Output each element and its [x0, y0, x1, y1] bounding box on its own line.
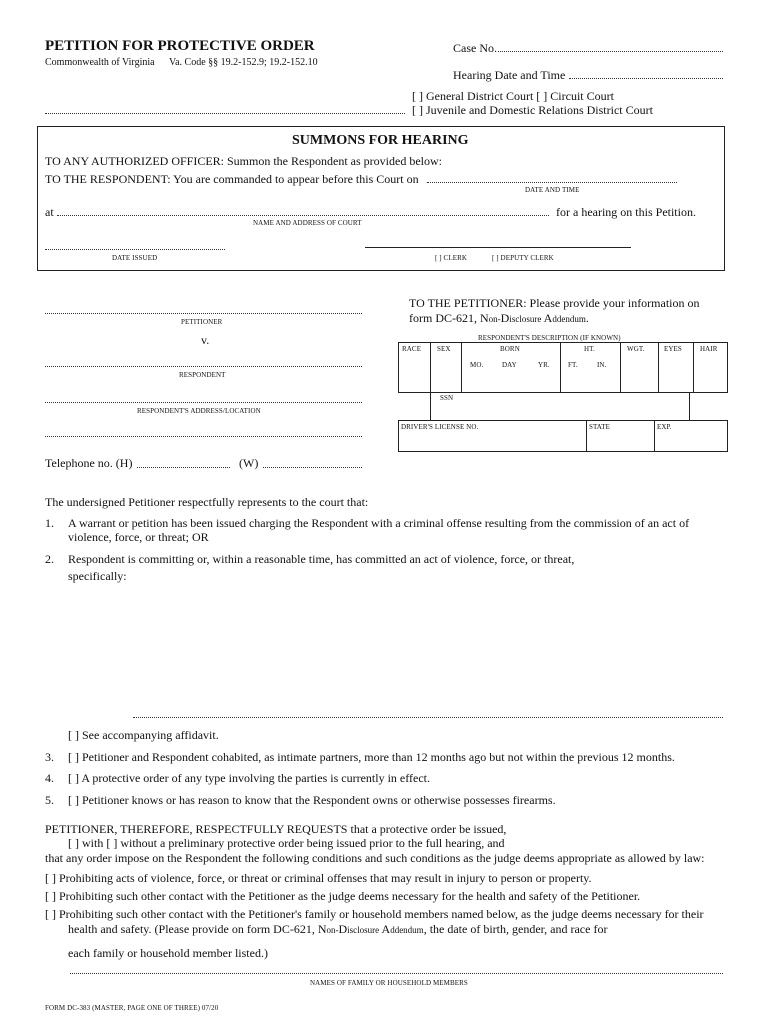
telephone-work-label: (W)	[239, 456, 259, 470]
item-5-checkbox[interactable]: [ ] Petitioner knows or has reason to know that the Respondent owns or otherwise possesses firearms.	[68, 793, 556, 807]
ssn-label: SSN	[440, 394, 454, 402]
court-address-field[interactable]	[57, 215, 549, 216]
born-month-label: MO.	[470, 361, 484, 369]
condition-family-checkbox[interactable]: [ ] Prohibiting such other contact with the Petitioner's family or household members named below, as the judge deems necessary for their	[45, 907, 704, 921]
hair-label: HAIR	[700, 345, 718, 353]
race-label: RACE	[402, 345, 422, 353]
request-line-3: that any order impose on the Respondent the following conditions and such conditions as the judge deems appropriate as allowed by law:	[45, 851, 705, 865]
license-divider-2	[654, 420, 655, 451]
commonwealth-label: Commonwealth of Virginia	[45, 57, 155, 68]
summons-title: SUMMONS FOR HEARING	[292, 133, 469, 148]
description-title: RESPONDENT'S DESCRIPTION (IF KNOWN)	[478, 334, 621, 342]
hearing-date-label: Hearing Date and Time	[453, 68, 566, 82]
date-issued-caption: DATE ISSUED	[112, 254, 158, 262]
to-petitioner-line2: form DC-621, Non-Disclosure Addendum.	[409, 311, 589, 325]
item-1-text: A warrant or petition has been issued charging the Respondent with a criminal offense resulting from the commission of an act of violence, force, or threat; OR	[68, 516, 690, 544]
request-line-1: PETITIONER, THEREFORE, RESPECTFULLY REQUESTS that a protective order be issued,	[45, 822, 507, 836]
at-label: at	[45, 205, 54, 219]
item-3-number: 3.	[45, 750, 54, 764]
respondent-caption: RESPONDENT	[179, 371, 226, 379]
telephone-work-field[interactable]	[263, 467, 362, 468]
case-no-label: Case No.	[453, 41, 497, 55]
court-option-general-circuit[interactable]: [ ] General District Court [ ] Circuit Court	[412, 89, 614, 103]
respondent-name-field[interactable]	[45, 366, 362, 367]
court-option-juvenile[interactable]: [ ] Juvenile and Domestic Relations District Court	[412, 103, 653, 117]
born-day-label: DAY	[502, 361, 517, 369]
court-name-field[interactable]	[45, 113, 405, 114]
appearance-date-field[interactable]	[427, 182, 677, 183]
license-divider-1	[586, 420, 587, 451]
form-title: PETITION FOR PROTECTIVE ORDER	[45, 38, 315, 54]
telephone-home-label: Telephone no. (H)	[45, 456, 133, 470]
condition-violence-checkbox[interactable]: [ ] Prohibiting acts of violence, force, or threat or criminal offenses that may result in injury to person or property.	[45, 871, 592, 885]
to-petitioner-line1: TO THE PETITIONER: Please provide your information on	[409, 296, 700, 310]
condition-family-line-2: health and safety. (Please provide on form DC-621, Non-Disclosure Addendum, the date of birth, gender, and race for	[68, 922, 608, 936]
height-label: HT.	[584, 345, 595, 353]
item-4-checkbox[interactable]: [ ] A protective order of any type involving the parties is currently in effect.	[68, 771, 430, 785]
eyes-label: EYES	[664, 345, 682, 353]
condition-contact-checkbox[interactable]: [ ] Prohibiting such other contact with the Petitioner as the judge deems necessary for the health and safety of the Petitioner.	[45, 889, 641, 903]
court-name-caption: NAME AND ADDRESS OF COURT	[253, 219, 362, 227]
case-no-field[interactable]	[498, 51, 723, 52]
respondent-address-field-1[interactable]	[45, 402, 362, 403]
form-id: FORM DC-383 (MASTER, PAGE ONE OF THREE) 07/20	[45, 1004, 219, 1012]
deputy-clerk-checkbox[interactable]: [ ] DEPUTY CLERK	[492, 254, 554, 262]
item-5-number: 5.	[45, 793, 54, 807]
preliminary-order-options[interactable]: [ ] with [ ] without a preliminary protective order being issued prior to the full hearing, and	[68, 836, 505, 850]
specifics-field[interactable]	[133, 717, 723, 718]
summons-officer-line: TO ANY AUTHORIZED OFFICER: Summon the Respondent as provided below:	[45, 154, 442, 168]
born-label: BORN	[500, 345, 520, 353]
height-inches-label: IN.	[597, 361, 607, 369]
item-1-number: 1.	[45, 516, 54, 530]
item-2-text: Respondent is committing or, within a reasonable time, has committed an act of violence, force, or threat,	[68, 552, 575, 566]
versus-label: v.	[201, 333, 210, 347]
respondent-address-caption: RESPONDENT'S ADDRESS/LOCATION	[137, 407, 261, 415]
family-names-field[interactable]	[70, 973, 723, 974]
clerk-checkbox[interactable]: [ ] CLERK	[435, 254, 468, 262]
petitioner-name-field[interactable]	[45, 313, 362, 314]
family-names-caption: NAMES OF FAMILY OR HOUSEHOLD MEMBERS	[310, 979, 468, 987]
statute-reference: Va. Code §§ 19.2-152.9; 19.2-152.10	[169, 57, 318, 68]
date-issued-field[interactable]	[45, 249, 225, 250]
item-2-number: 2.	[45, 552, 54, 566]
item-3-checkbox[interactable]: [ ] Petitioner and Respondent cohabited, as intimate partners, more than 12 months ago but not within the previous 12 months.	[68, 750, 675, 764]
item-2-specifically: specifically:	[68, 569, 127, 583]
petition-intro: The undersigned Petitioner respectfully represents to the court that:	[45, 495, 369, 509]
summons-respondent-line: TO THE RESPONDENT: You are commanded to appear before this Court on	[45, 172, 419, 186]
item-4-number: 4.	[45, 771, 54, 785]
sex-label: SEX	[437, 345, 451, 353]
clerk-signature-line[interactable]	[365, 247, 631, 248]
weight-label: WGT.	[627, 345, 645, 353]
state-label: STATE	[589, 423, 610, 431]
expiration-label: EXP.	[657, 423, 672, 431]
respondent-address-field-2[interactable]	[45, 436, 362, 437]
height-feet-label: FT.	[568, 361, 578, 369]
license-label: DRIVER'S LICENSE NO.	[401, 423, 479, 431]
telephone-home-field[interactable]	[137, 467, 230, 468]
born-year-label: YR.	[538, 361, 550, 369]
hearing-suffix: for a hearing on this Petition.	[556, 205, 696, 219]
petitioner-caption: PETITIONER	[181, 318, 223, 326]
ssn-cell[interactable]	[430, 392, 690, 421]
condition-family-line-3: each family or household member listed.)	[68, 946, 268, 960]
date-time-caption: DATE AND TIME	[525, 186, 580, 194]
hearing-date-field[interactable]	[569, 78, 723, 79]
affidavit-checkbox[interactable]: [ ] See accompanying affidavit.	[68, 728, 219, 742]
